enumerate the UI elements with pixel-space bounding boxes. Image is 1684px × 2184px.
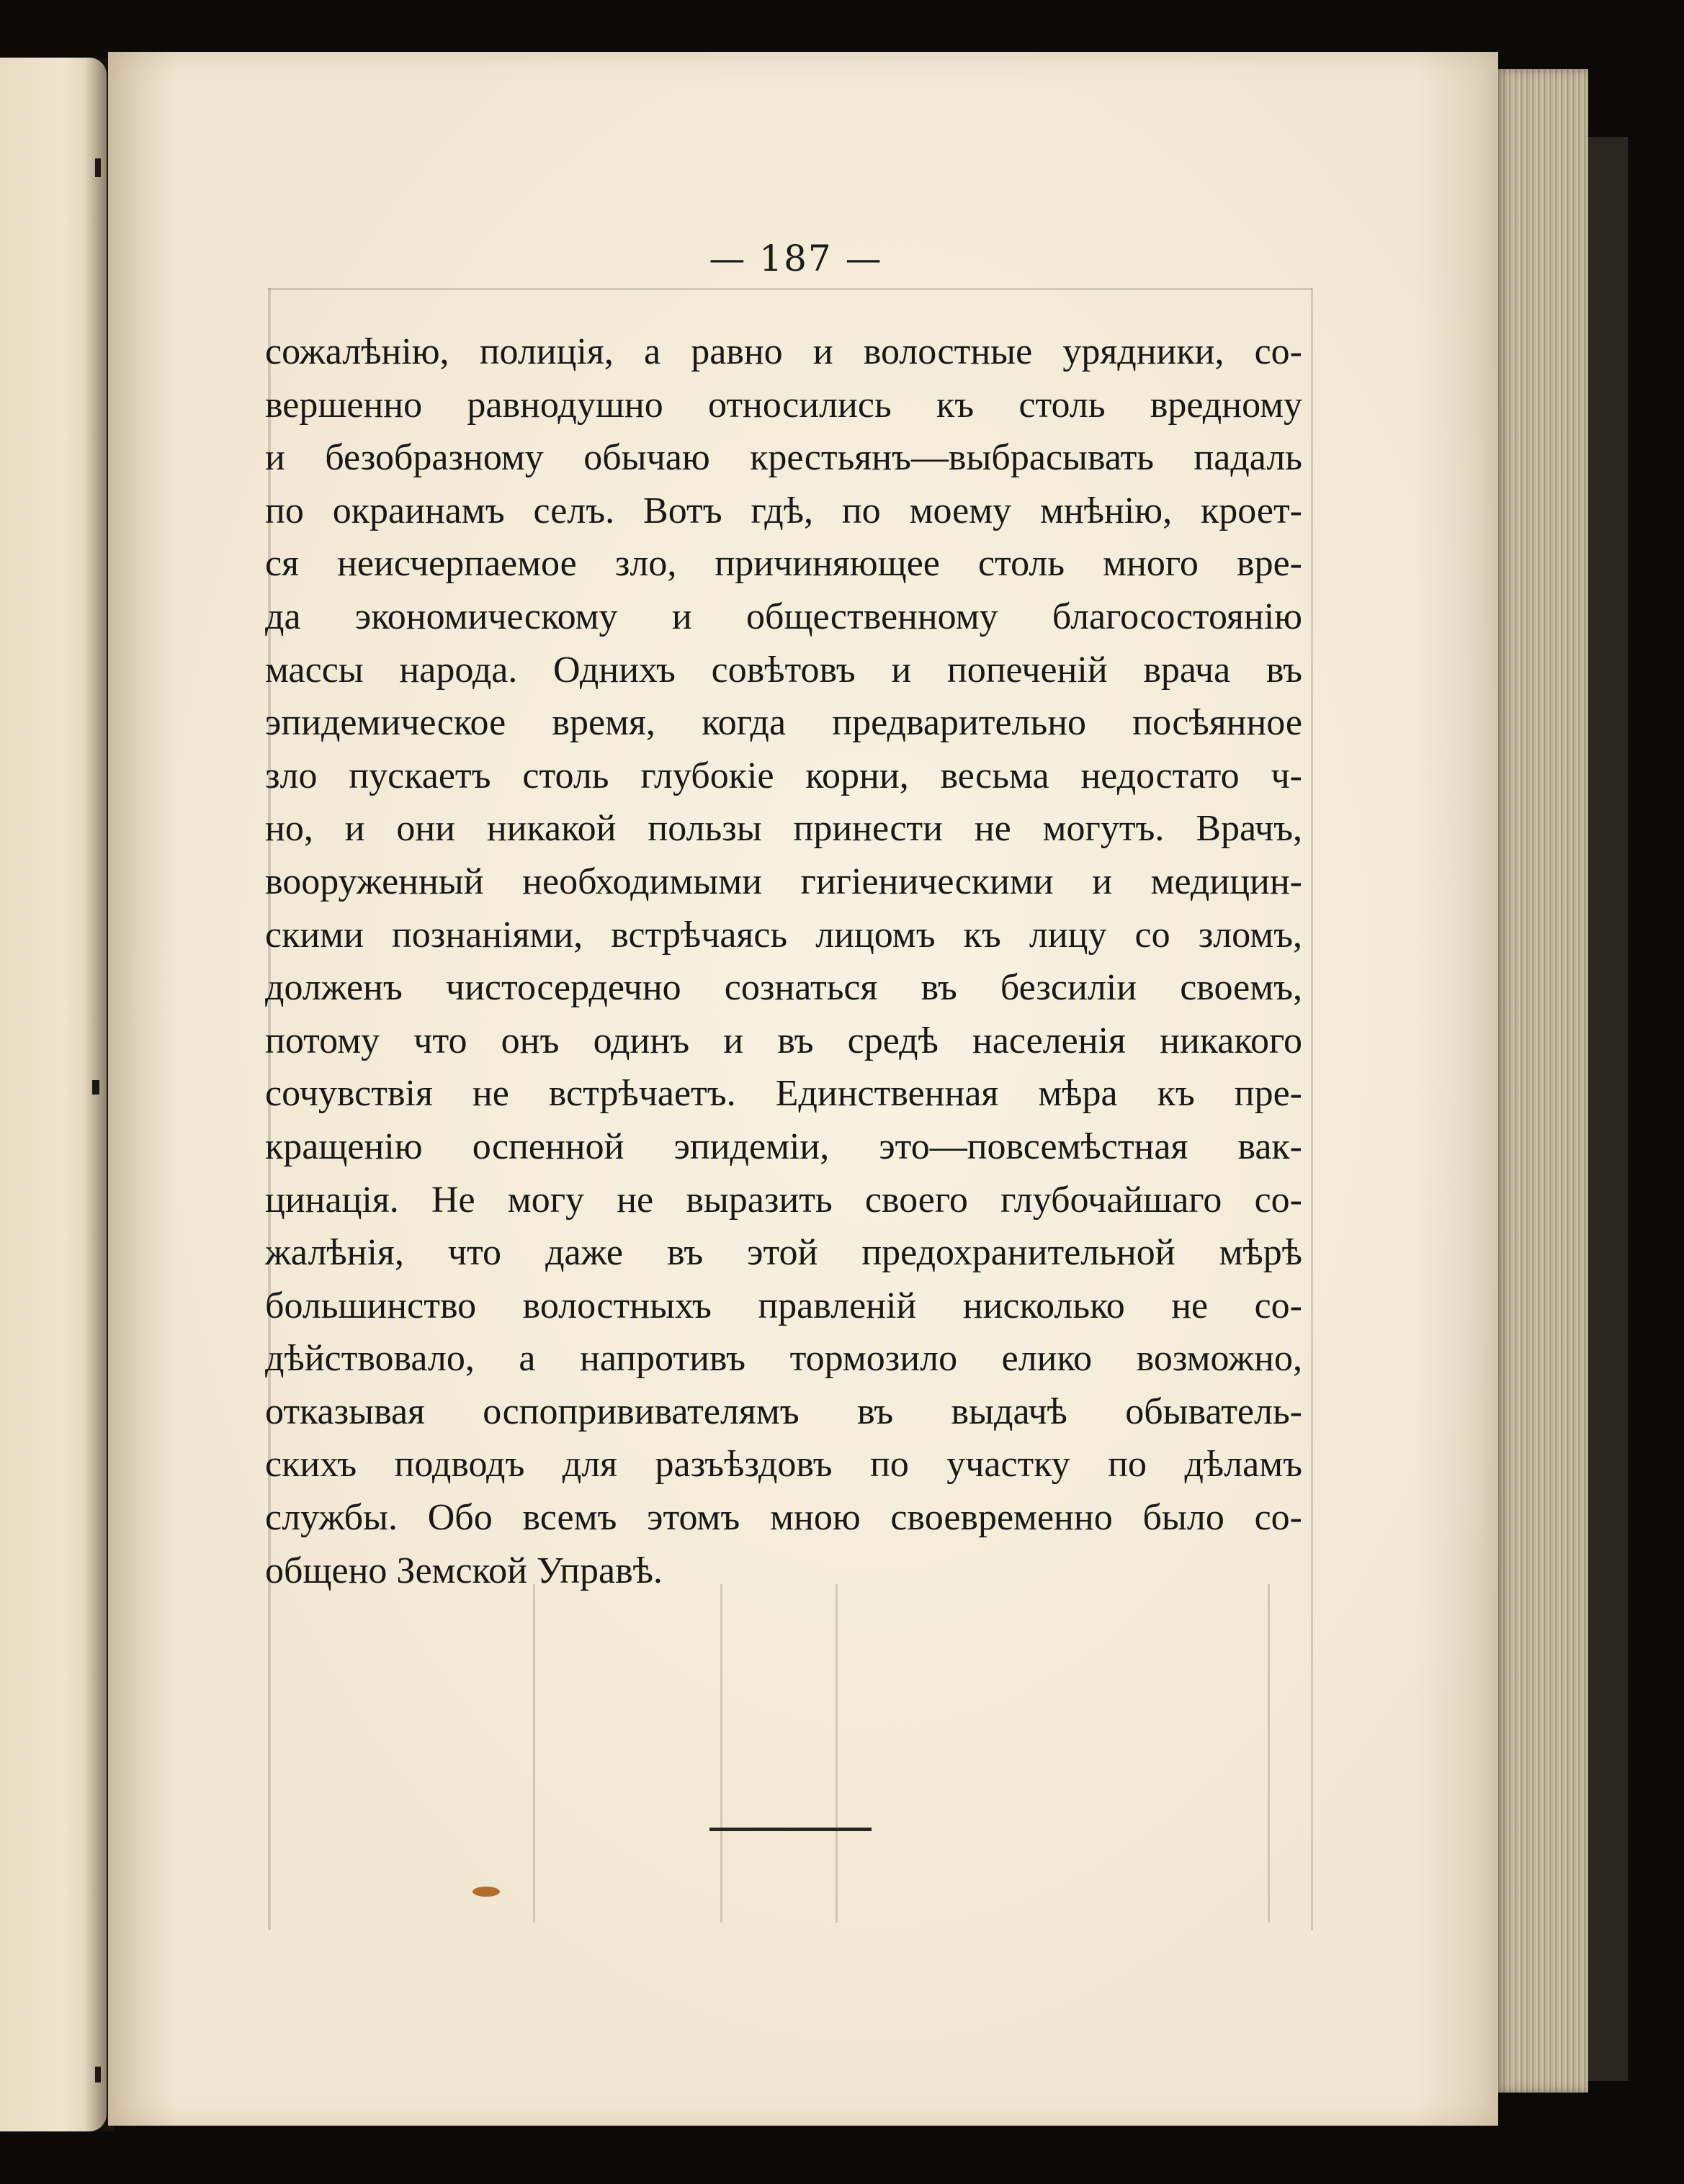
paper-stain — [472, 1887, 500, 1897]
section-rule — [709, 1828, 872, 1831]
text-line: вершенно равнодушно относились къ столь вредному — [265, 384, 1302, 426]
text-line: зло пускаетъ столь глубокіе корни, весьма недостато ч- — [265, 755, 1302, 796]
text-line: и безобразному обычаю крестьянъ—выбрасывать падаль — [265, 437, 1302, 479]
text-line: службы. Обо всемъ этомъ мною своевременно было со- — [265, 1497, 1302, 1539]
page-block-edge — [1495, 69, 1588, 2093]
text-line: отказывая оспопрививателямъ въ выдачѣ обыватель- — [265, 1390, 1302, 1432]
show-through-rule — [1268, 1584, 1270, 1923]
binding-mark — [95, 2067, 101, 2082]
text-line: общено Земской Управѣ. — [265, 1550, 663, 1591]
show-through-rule — [1311, 288, 1313, 1930]
text-line: скими познаніями, встрѣчаясь лицомъ къ лицу со зломъ, — [265, 914, 1302, 956]
text-line: сожалѣнію, полиція, а равно и волостные урядники, со- — [265, 331, 1302, 372]
text-line: вооруженный необходимыми гигіеническими и медицин- — [265, 860, 1302, 902]
text-line: но, и они никакой пользы принести не могутъ. Врачъ, — [265, 808, 1302, 850]
text-line: цинація. Не могу не выразить своего глубочайшаго со- — [265, 1179, 1302, 1221]
text-line: массы народа. Однихъ совѣтовъ и попеченій врача въ — [265, 649, 1302, 691]
text-line: сочувствія не встрѣчаетъ. Единственная мѣра къ пре- — [265, 1073, 1302, 1115]
text-line: эпидемическое время, когда предварительно посѣянное — [265, 702, 1302, 744]
show-through-rule — [720, 1584, 722, 1923]
binding-mark — [92, 1080, 99, 1095]
text-line: жалѣнія, что даже въ этой предохранительной мѣрѣ — [265, 1232, 1302, 1274]
text-line: долженъ чистосердечно сознаться въ безсиліи своемъ, — [265, 967, 1302, 1009]
text-line: потому что онъ одинъ и въ средѣ населенія никакого — [265, 1020, 1302, 1061]
show-through-rule — [533, 1584, 535, 1923]
text-line: да экономическому и общественному благосостоянію — [265, 596, 1302, 637]
binding-mark — [95, 158, 101, 177]
text-line: ся неисчерпаемое зло, причиняющее столь много вре- — [265, 543, 1302, 585]
text-line: кращенію оспенной эпидеміи, это—повсемѣстная вак- — [265, 1125, 1302, 1167]
text-line: скихъ подводъ для разъѣздовъ по участку по дѣламъ — [265, 1444, 1302, 1486]
page-number: — 187 — — [709, 238, 883, 279]
book-cover-edge — [1585, 137, 1628, 2081]
show-through-rule — [836, 1584, 838, 1923]
text-line: по окраинамъ селъ. Вотъ гдѣ, по моему мнѣнію, кроет- — [265, 490, 1302, 531]
show-through-rule — [268, 288, 1312, 290]
text-line: дѣйствовало, а напротивъ тормозило елико возможно, — [265, 1338, 1302, 1380]
body-text — [265, 325, 1302, 1597]
text-line: большинство волостныхъ правленій нисколько не со- — [265, 1285, 1302, 1326]
